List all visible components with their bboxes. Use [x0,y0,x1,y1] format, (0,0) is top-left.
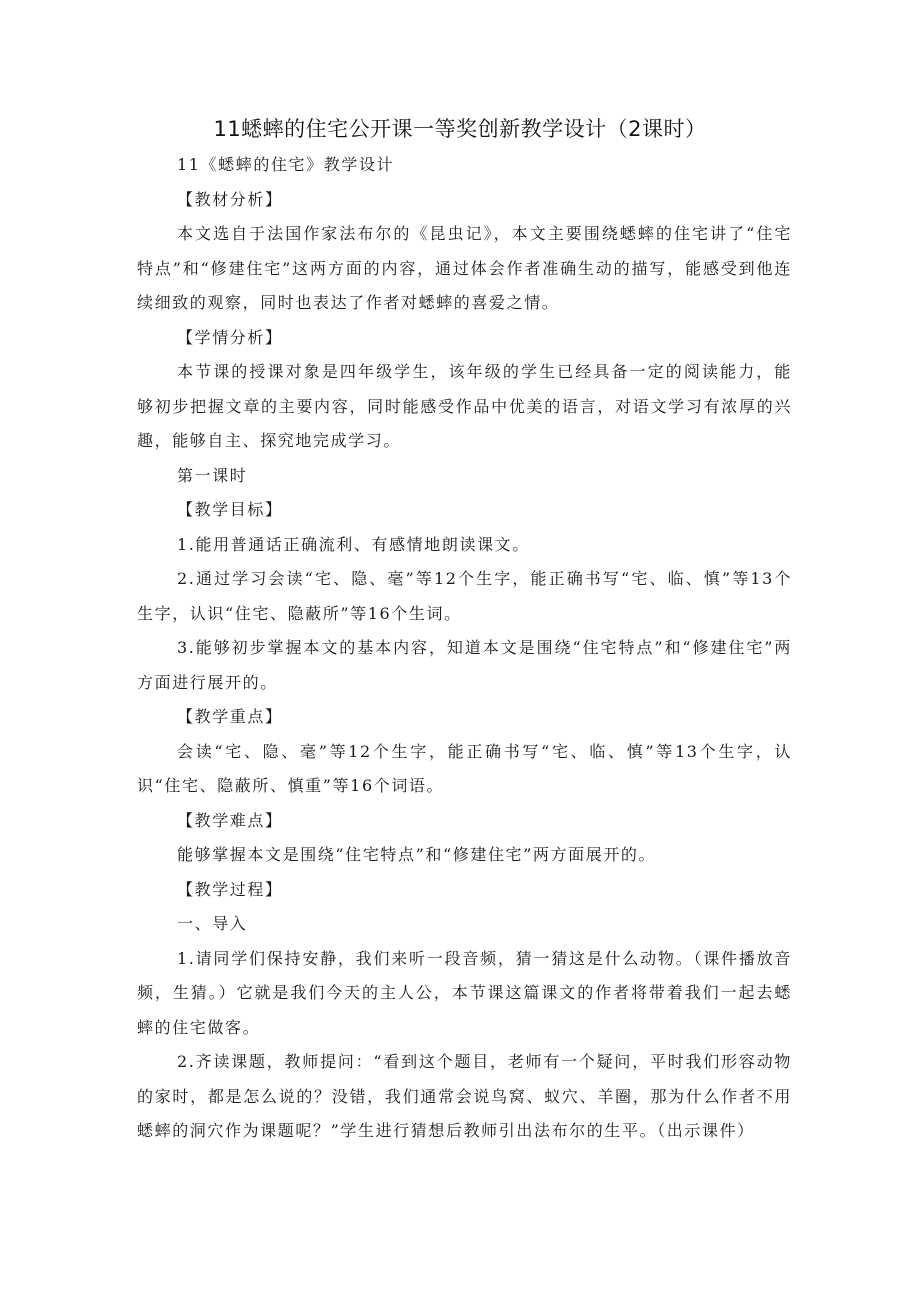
process-item-2: 2.齐读课题，教师提问：“看到这个题目，老师有一个疑问，平时我们形容动物的家时，都是怎么说的？没错，我们通常会说鸟窝、蚁穴、羊圈，那为什么作者不用蟋蟀的洞穴作为课题呢？”学生进行猜想后教师引出法布尔的生平。（出示课件） [137,1052,792,1140]
section-heading-difficulties: 【教学难点】 [177,810,283,830]
process-item-1: 1.请同学们保持安静，我们来听一段音频，猜一猜这是什么动物。（课件播放音频，生猜。）它就是我们今天的主人公，本节课这篇课文的作者将带着我们一起去蟋蟀的住宅做客。 [137,948,792,1037]
document-body [137,148,792,1149]
paragraph-key-points: 会读“宅、隐、毫”等12个生字，能正确书写“宅、临、慎”等13个生字，认识“住宅、隐蔽所、慎重”等16个词语。 [137,741,792,795]
section-heading-teaching-process: 【教学过程】 [177,879,283,899]
goal-item-3: 3.能够初步掌握本文的基本内容，知道本文是围绕“住宅特点”和“修建住宅”两方面进行展开的。 [137,638,792,692]
paragraph-difficulties: 能够掌握本文是围绕“住宅特点”和“修建住宅”两方面展开的。 [177,845,657,864]
process-step-introduction: 一、导入 [177,914,248,933]
section-heading-textbook-analysis: 【教材分析】 [177,189,283,209]
paragraph-student-analysis: 本节课的授课对象是四年级学生，该年级的学生已经具备一定的阅读能力，能够初步把握文章的主要内容，同时能感受作品中优美的语言，对语文学习有浓厚的兴趣，能够自主、探究地完成学习。 [137,362,792,450]
goal-item-2: 2.通过学习会读“宅、隐、毫”等12个生字，能正确书写“宅、临、慎”等13个生字，认识“住宅、隐蔽所”等16个生词。 [137,569,792,623]
doc-subtitle: 11《蟋蟀的住宅》教学设计 [177,155,395,174]
paragraph-textbook-analysis: 本文选自于法国作家法布尔的《昆虫记》，本文主要围绕蟋蟀的住宅讲了“住宅特点”和“修建住宅”这两方面的内容，通过体会作者准确生动的描写，能感受到他连续细致的观察，同时也表达了作者对蟋蟀的喜爱之情。 [137,224,792,312]
section-heading-teaching-goals: 【教学目标】 [177,500,283,519]
goal-item-1: 1.能用普通话正确流利、有感情地朗读课文。 [177,534,530,554]
lesson-one-heading: 第一课时 [177,465,248,485]
section-heading-student-analysis: 【学情分析】 [177,327,283,347]
document-title: 11蟋蟀的住宅公开课一等奖创新教学设计（2课时） [213,117,707,141]
section-heading-key-points: 【教学重点】 [177,707,283,726]
